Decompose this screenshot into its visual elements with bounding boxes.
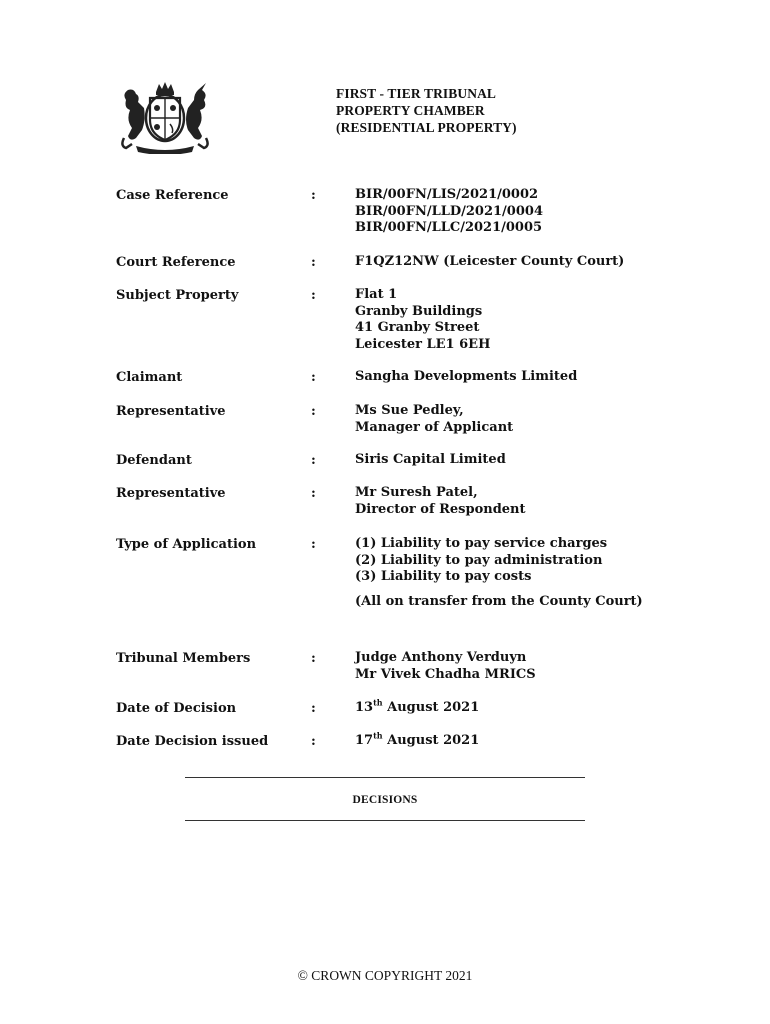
address-line: Granby Buildings [355,303,483,319]
defendant-representative-value [355,485,526,518]
divider-top [185,777,585,778]
representative-line: Manager of Applicant [355,419,514,435]
defendant-label: Defendant [116,453,192,468]
address-line: Leicester LE1 6EH [355,337,491,353]
address-line: Flat 1 [355,287,398,302]
date-decision-issued-label: Date Decision issued [116,734,269,749]
case-reference-line: BIR/00FN/LLC/2021/0005 [355,220,543,236]
colon: : [311,255,316,270]
header-line-1: FIRST - TIER TRIBUNAL [336,86,497,101]
tribunal-header [336,85,517,136]
subject-property-value [355,287,490,354]
type-of-application-label: Type of Application [116,537,257,552]
court-reference-value: F1QZ12NW (Leicester County Court) [355,254,625,269]
date-month-year: August 2021 [382,733,480,748]
representative-line: Director of Respondent [355,501,526,517]
claimant-label: Claimant [116,370,183,385]
representative-line: Mr Suresh Patel, [355,485,478,500]
subject-property-label: Subject Property [116,288,239,303]
colon: : [311,486,316,501]
colon: : [311,288,316,303]
member-line: Judge Anthony Verduyn [355,650,527,665]
application-item: (3) Liability to pay costs [355,569,532,585]
case-reference-value [355,187,543,237]
date-of-decision-label: Date of Decision [116,701,237,716]
case-reference-label: Case Reference [116,188,229,203]
case-reference-line: BIR/00FN/LLD/2021/0004 [355,203,543,219]
date-decision-issued-value [355,730,480,750]
date-of-decision-value [355,697,480,717]
royal-coat-of-arms-icon [116,80,214,154]
address-line: 41 Granby Street [355,320,480,336]
defendant-value: Siris Capital Limited [355,452,506,467]
tribunal-members-value [355,650,536,683]
claimant-representative-label: Representative [116,404,226,419]
date-ordinal: th [373,697,383,708]
colon: : [311,537,316,552]
date-day: 17 [355,733,374,748]
colon: : [311,188,316,203]
colon: : [311,370,316,385]
colon: : [311,651,316,666]
colon: : [311,404,316,419]
header-line-3: (RESIDENTIAL PROPERTY) [336,120,517,135]
type-of-application-value [355,536,643,611]
tribunal-members-label: Tribunal Members [116,651,251,666]
application-item: (2) Liability to pay administration [355,552,603,568]
case-reference-line: BIR/00FN/LIS/2021/0002 [355,187,539,202]
claimant-representative-value [355,403,513,436]
colon: : [311,734,316,749]
colon: : [311,453,316,468]
copyright-footer: © CROWN COPYRIGHT 2021 [297,968,473,983]
representative-line: Ms Sue Pedley, [355,403,464,418]
header-line-2: PROPERTY CHAMBER [336,103,485,118]
application-item: (1) Liability to pay service charges [355,536,608,551]
date-day: 13 [355,700,374,715]
defendant-representative-label: Representative [116,486,226,501]
divider-bottom [185,820,585,821]
court-reference-label: Court Reference [116,255,236,270]
application-note: (All on transfer from the County Court) [355,594,643,610]
member-line: Mr Vivek Chadha MRICS [355,666,536,682]
claimant-value: Sangha Developments Limited [355,369,578,384]
date-ordinal: th [373,730,383,741]
date-month-year: August 2021 [382,700,480,715]
decisions-heading: DECISIONS [352,794,418,806]
colon: : [311,701,316,716]
